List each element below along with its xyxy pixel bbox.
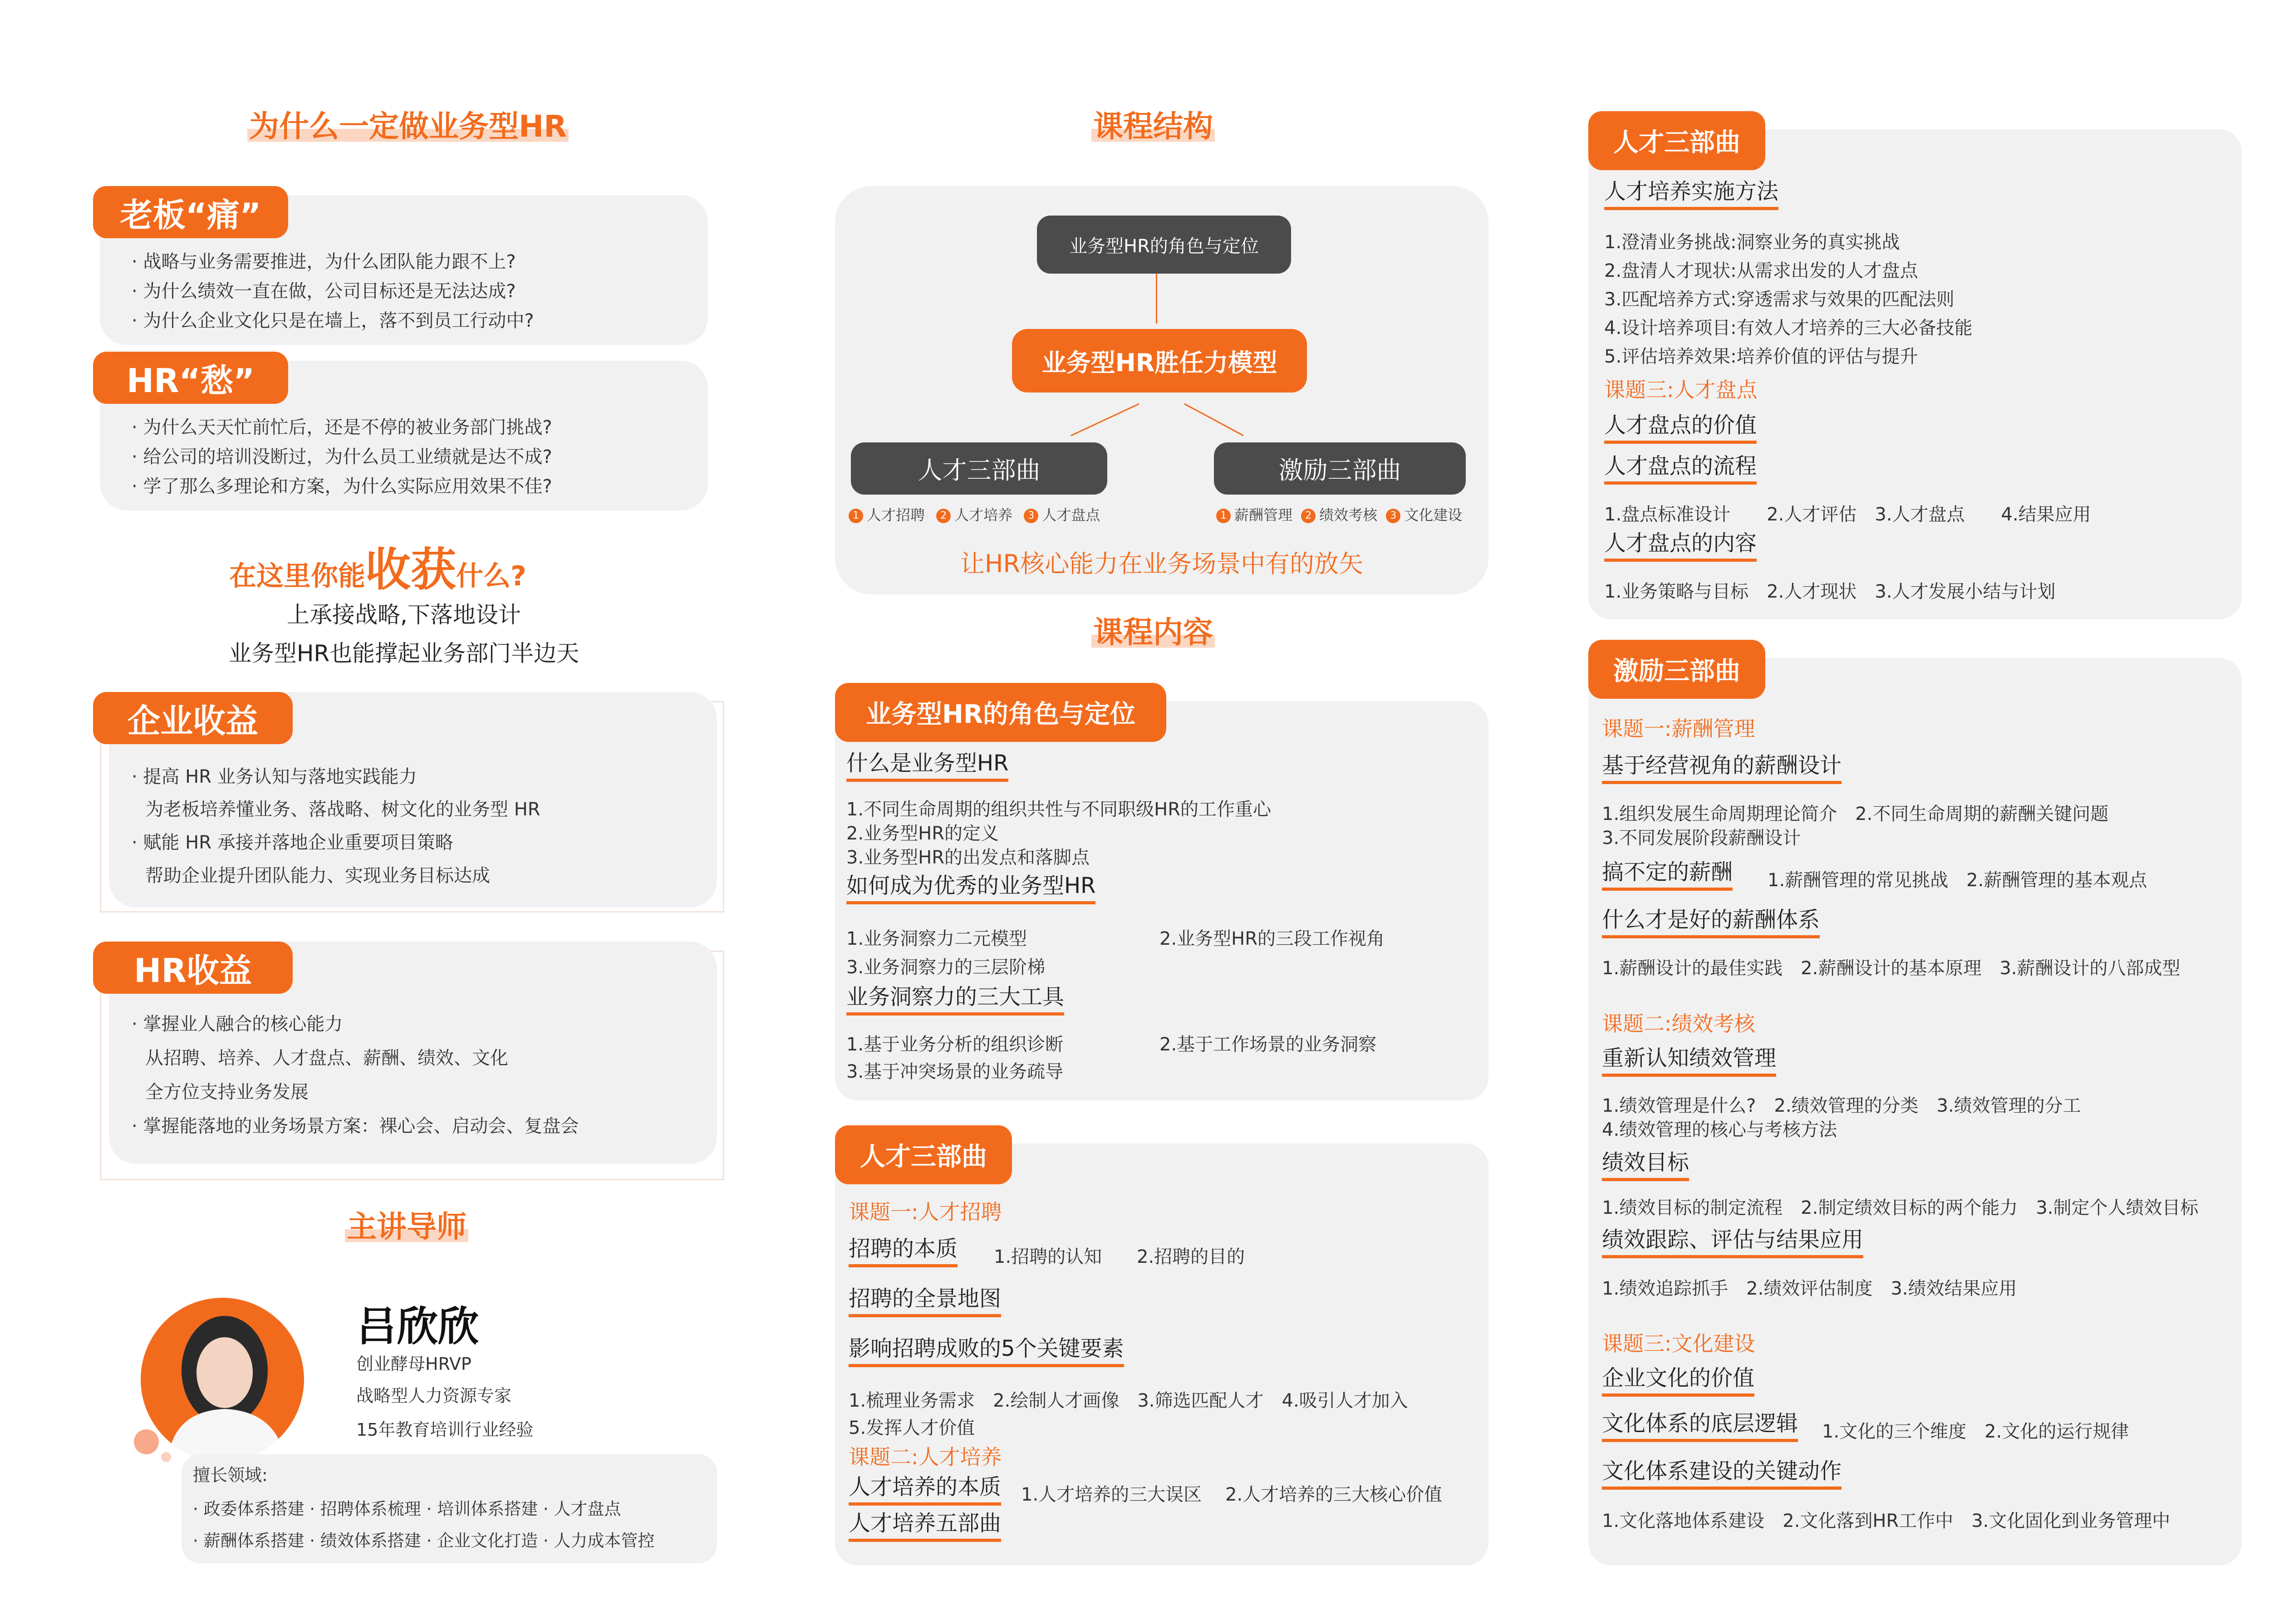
structure-top-box: 业务型HR的角色与定位 xyxy=(1037,216,1291,274)
talent-p2: 人才培养五部曲 xyxy=(849,1511,1001,1542)
gain-line2: 业务型HR也能撑起业务部门半边天 xyxy=(228,640,580,667)
decor-dot-small xyxy=(161,1452,171,1462)
talent-topic1: 课题一:人才招聘 xyxy=(849,1200,1002,1224)
role-s3-b: 2.基于工作场景的业务洞察 xyxy=(1159,1034,1377,1055)
structure-right-box: 激励三部曲 xyxy=(1214,442,1466,495)
right-talent-s4-line: 1.业务策略与目标 2.人才现状 3.人才发展小结与计划 xyxy=(1604,581,2056,602)
structure-title: 课程结构 xyxy=(1091,102,1215,145)
incentive-b3: 绩效跟踪、评估与结果应用 xyxy=(1602,1227,1863,1258)
enterprise-line: · 赋能 HR 承接并落地企业重要项目策略 xyxy=(132,832,453,853)
incentive-a2: 搞不定的薪酬 xyxy=(1602,860,1733,891)
right-talent-s1-line: 3.匹配培养方式:穿透需求与效果的匹配法则 xyxy=(1604,289,1955,310)
incentive-a1-line: 1.组织发展生命周期理论简介 2.不同生命周期的薪酬关键问题 xyxy=(1602,804,2109,824)
talent-r3-line: 1.梳理业务需求 2.绘制人才画像 3.筛选匹配人才 4.吸引人才加入 xyxy=(849,1390,1408,1411)
role-s2-b: 2.业务型HR的三段工作视角 xyxy=(1159,928,1385,949)
connector-branches xyxy=(835,390,1488,445)
role-s1-line: 3.业务型HR的出发点和落脚点 xyxy=(846,847,1090,868)
tag-recruit: 1 人才招聘 xyxy=(849,506,925,524)
enterprise-line: · 提高 HR 业务认知与落地实践能力 xyxy=(132,766,417,787)
hr-tab: HR“愁” xyxy=(93,352,288,404)
hr-line: · 学了那么多理论和方案，为什么实际应用效果不佳? xyxy=(132,476,552,497)
gain-pre: 在这里你能 xyxy=(229,560,365,592)
incentive-b1-line: 4.绩效管理的核心与考核方法 xyxy=(1602,1119,1837,1140)
talent-p1-b: 2.人才培养的三大核心价值 xyxy=(1225,1484,1443,1505)
incentive-b1-line: 1.绩效管理是什么? 2.绩效管理的分类 3.绩效管理的分工 xyxy=(1602,1095,2081,1116)
role-s2-c: 3.业务洞察力的三层阶梯 xyxy=(846,957,1046,978)
teacher-line: 战略型人力资源专家 xyxy=(356,1386,512,1406)
incentive-topic2: 课题二:绩效考核 xyxy=(1602,1011,1755,1036)
teacher-line: 15年教育培训行业经验 xyxy=(356,1420,534,1440)
role-s2: 如何成为优秀的业务型HR xyxy=(846,873,1095,904)
skills-title: 擅长领域: xyxy=(193,1465,268,1485)
right-talent-s3: 人才盘点的流程 xyxy=(1604,454,1757,485)
decor-dot-large xyxy=(134,1429,159,1454)
talent-topic2: 课题二:人才培养 xyxy=(849,1445,1002,1469)
enterprise-line: 帮助企业提升团队能力、实现业务目标达成 xyxy=(145,865,490,886)
gain-big: 收获 xyxy=(365,543,456,596)
incentive-b3-line: 1.绩效追踪抓手 2.绩效评估制度 3.绩效结果应用 xyxy=(1602,1278,2017,1299)
boss-tab: 老板“痛” xyxy=(93,186,288,238)
incentive-a3-line: 1.薪酬设计的最佳实践 2.薪酬设计的基本原理 3.薪酬设计的八部成型 xyxy=(1602,958,2181,979)
right-talent-s3-line: 1.盘点标准设计 2.人才评估 3.人才盘点 4.结果应用 xyxy=(1604,504,2091,525)
hr-line: · 为什么天天忙前忙后，还是不停的被业务部门挑战? xyxy=(132,417,552,438)
skills-line: · 薪酬体系搭建 · 绩效体系搭建 · 企业文化打造 · 人力成本管控 xyxy=(193,1531,655,1550)
left-tags xyxy=(849,504,1100,525)
talent-p1-a: 1.人才培养的三大误区 xyxy=(1021,1484,1202,1505)
incentive-c2-line: 1.文化的三个维度 2.文化的运行规律 xyxy=(1822,1421,2129,1442)
role-s3-c: 3.基于冲突场景的业务疏导 xyxy=(846,1061,1064,1082)
incentive-c3-line: 1.文化落地体系建设 2.文化落到HR工作中 3.文化固化到业务管理中 xyxy=(1602,1511,2171,1531)
teacher-portrait xyxy=(141,1298,304,1461)
hrgain-line: · 掌握业人融合的核心能力 xyxy=(132,1014,343,1035)
tag-salary: 1 薪酬管理 xyxy=(1216,506,1292,524)
right-talent-s1-line: 4.设计培养项目:有效人才培养的三大必备技能 xyxy=(1604,318,1973,339)
gain-headline xyxy=(229,533,526,599)
incentive-b2-line: 1.绩效目标的制定流程 2.制定绩效目标的两个能力 3.制定个人绩效目标 xyxy=(1602,1197,2199,1218)
incentive-a2-line: 1.薪酬管理的常见挑战 2.薪酬管理的基本观点 xyxy=(1768,870,2147,891)
role-s1-line: 1.不同生命周期的组织共性与不同职级HR的工作重心 xyxy=(846,799,1272,820)
incentive-topic3: 课题三:文化建设 xyxy=(1602,1331,1755,1356)
incentive-a1: 基于经营视角的薪酬设计 xyxy=(1602,753,1842,784)
hr-line: · 给公司的培训没断过，为什么员工业绩就是达不成? xyxy=(132,446,552,467)
why-title: 为什么一定做业务型HR xyxy=(247,102,569,145)
talent-r1-b: 2.招聘的目的 xyxy=(1137,1246,1245,1267)
hrgain-line: · 掌握能落地的业务场景方案：裸心会、启动会、复盘会 xyxy=(132,1116,579,1137)
role-s2-a: 1.业务洞察力二元模型 xyxy=(846,928,1027,949)
role-tab: 业务型HR的角色与定位 xyxy=(835,683,1166,742)
teacher-title: 主讲导师 xyxy=(345,1202,468,1246)
skills-line: · 政委体系搭建 · 招聘体系梳理 · 培训体系搭建 · 人才盘点 xyxy=(193,1499,621,1519)
enterprise-tab: 企业收益 xyxy=(93,692,293,744)
right-talent-s1-line: 2.盘清人才现状:从需求出发的人才盘点 xyxy=(1604,260,1918,281)
role-s3-a: 1.基于业务分析的组织诊断 xyxy=(846,1034,1064,1055)
gain-line1: 上承接战略,下落地设计 xyxy=(287,602,521,628)
structure-left-box: 人才三部曲 xyxy=(851,442,1107,495)
incentive-b2: 绩效目标 xyxy=(1602,1150,1689,1181)
content-title: 课程内容 xyxy=(1091,608,1215,651)
tag-train: 2 人才培养 xyxy=(936,506,1012,524)
gain-post: 什么? xyxy=(456,560,526,592)
talent-r1: 招聘的本质 xyxy=(849,1236,958,1267)
incentive-c2: 文化体系的底层逻辑 xyxy=(1602,1411,1798,1442)
structure-slogan: 让HR核心能力在业务场景中有的放矢 xyxy=(960,550,1364,578)
connector-vertical xyxy=(1156,274,1157,324)
boss-line: · 为什么企业文化只是在墙上，落不到员工行动中? xyxy=(132,310,534,331)
right-talent-s1-line: 1.澄清业务挑战:洞察业务的真实挑战 xyxy=(1604,232,1900,253)
right-talent-s2: 人才盘点的价值 xyxy=(1604,413,1757,444)
boss-line: · 为什么绩效一直在做，公司目标还是无法达成? xyxy=(132,281,516,302)
tag-review: 3 人才盘点 xyxy=(1024,506,1100,524)
right-talent-s1-line: 5.评估培养效果:培养价值的评估与提升 xyxy=(1604,346,1918,367)
incentive-a1-line: 3.不同发展阶段薪酬设计 xyxy=(1602,828,1801,849)
teacher-photo-circle xyxy=(141,1298,304,1461)
incentive-topic1: 课题一:薪酬管理 xyxy=(1602,716,1755,741)
enterprise-line: 为老板培养懂业务、落战略、树文化的业务型 HR xyxy=(145,799,540,820)
teacher-line: 创业酵母HRVP xyxy=(356,1354,471,1374)
boss-line: · 战略与业务需要推进，为什么团队能力跟不上? xyxy=(132,251,516,272)
tag-culture: 3 文化建设 xyxy=(1386,506,1462,524)
role-s1: 什么是业务型HR xyxy=(846,751,1008,782)
talent-p1: 人才培养的本质 xyxy=(849,1475,1001,1506)
talent-tab: 人才三部曲 xyxy=(835,1125,1012,1184)
talent-r2: 招聘的全景地图 xyxy=(849,1286,1001,1317)
right-talent-tab: 人才三部曲 xyxy=(1588,111,1765,170)
incentive-tab: 激励三部曲 xyxy=(1588,640,1765,699)
hrgain-line: 全方位支持业务发展 xyxy=(145,1082,309,1103)
incentive-c1: 企业文化的价值 xyxy=(1602,1366,1754,1397)
role-s1-line: 2.业务型HR的定义 xyxy=(846,823,999,844)
right-talent-topic3: 课题三:人才盘点 xyxy=(1604,378,1758,402)
tag-performance: 2 绩效考核 xyxy=(1301,506,1377,524)
incentive-b1: 重新认知绩效管理 xyxy=(1602,1046,1776,1077)
hrgain-tab: HR收益 xyxy=(93,942,293,994)
right-tags xyxy=(1216,504,1462,525)
right-talent-s4: 人才盘点的内容 xyxy=(1604,531,1757,562)
talent-r3: 影响招聘成败的5个关键要素 xyxy=(849,1336,1124,1367)
incentive-c3: 文化体系建设的关键动作 xyxy=(1602,1459,1842,1490)
incentive-a3: 什么才是好的薪酬体系 xyxy=(1602,908,1820,938)
right-talent-s1: 人才培养实施方法 xyxy=(1604,179,1778,210)
role-s3: 业务洞察力的三大工具 xyxy=(846,985,1064,1016)
talent-r1-a: 1.招聘的认知 xyxy=(994,1246,1102,1267)
talent-r3-line: 5.发挥人才价值 xyxy=(849,1418,975,1438)
structure-center-box: 业务型HR胜任力模型 xyxy=(1012,329,1307,393)
teacher-name: 吕欣欣 xyxy=(356,1303,479,1350)
hrgain-line: 从招聘、培养、人才盘点、薪酬、绩效、文化 xyxy=(145,1048,508,1069)
